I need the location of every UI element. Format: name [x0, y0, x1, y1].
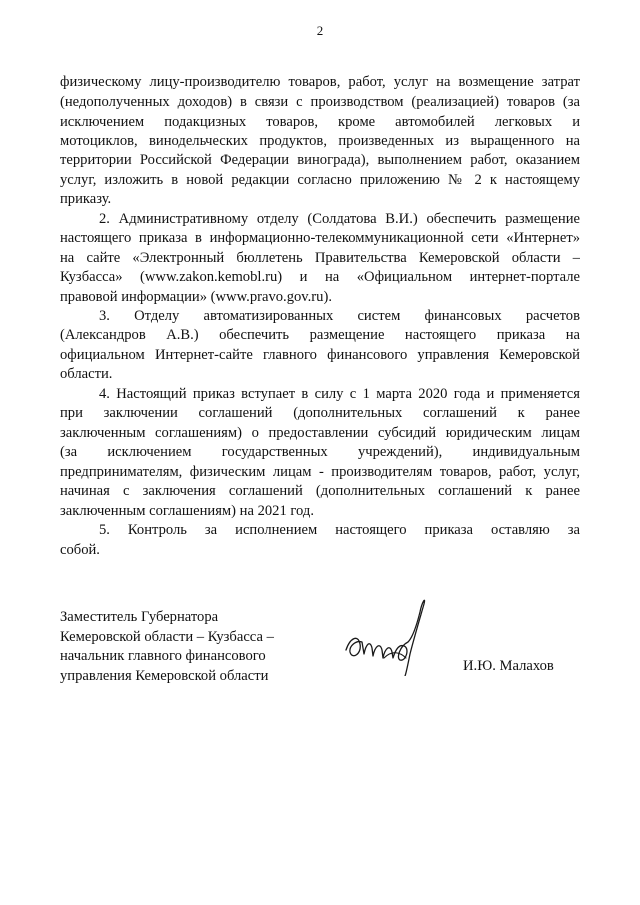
body-line: исключением подакцизных товаров, кроме автомобилей легковых и — [60, 114, 580, 130]
signature-title-line: начальник главного финансового — [60, 648, 266, 664]
body-line: 5. Контроль за исполнением настоящего приказа оставляю за — [99, 522, 580, 538]
body-line: физическому лицу-производителю товаров, работ, услуг на возмещение затрат — [60, 74, 580, 90]
body-line: заключенным соглашениям) о предоставлении субсидий юридическим лицам — [60, 425, 580, 441]
body-line: заключенным соглашениям) на 2021 год. — [60, 503, 315, 519]
body-line: (за исключением государственных учреждений), индивидуальным — [60, 444, 580, 460]
page-number: 2 — [316, 23, 324, 38]
body-line: при заключении соглашений (дополнительных соглашений к ранее — [60, 405, 580, 421]
body-line: 4. Настоящий приказ вступает в силу с 1 марта 2020 года и применяется — [99, 386, 580, 402]
body-line: (недополученных доходов) в связи с производством (реализацией) товаров (за — [60, 94, 580, 110]
body-line: на сайте «Электронный бюллетень Правительства Кемеровской области – — [60, 250, 580, 266]
body-line: официальном Интернет-сайте главного финансового управления Кемеровской — [60, 347, 580, 363]
body-line: 2. Административному отделу (Солдатова В.И.) обеспечить размещение — [99, 211, 580, 227]
body-line: 3. Отделу автоматизированных систем финансовых расчетов — [99, 308, 580, 324]
body-line: услуг, изложить в новой редакции согласно приложению № 2 к настоящему — [60, 172, 580, 188]
body-line: начиная с заключения соглашений (дополнительных соглашений к ранее — [60, 483, 580, 499]
signature-title-line: Кемеровской области – Кузбасса – — [60, 629, 274, 645]
body-line: мотоциклов, винодельческих продуктов, произведенных из выращенного на — [60, 133, 580, 149]
signer-name: И.Ю. Малахов — [463, 658, 554, 674]
body-line: собой. — [60, 542, 100, 558]
body-line: правовой информации» (www.pravo.gov.ru). — [60, 289, 332, 305]
signature-title-line: Заместитель Губернатора — [60, 609, 219, 625]
body-line: Кузбасса» (www.zakon.kemobl.ru) и на «Официальном интернет-портале — [60, 269, 580, 285]
body-line: настоящего приказа в информационно-телекоммуникационной сети «Интернет» — [60, 230, 580, 246]
body-line: приказу. — [60, 191, 112, 207]
signature-title-line: управления Кемеровской области — [60, 668, 269, 684]
body-line: области. — [60, 366, 113, 382]
body-line: территории Российской Федерации винограда), выполнением работ, оказанием — [60, 152, 580, 168]
body-line: (Александров А.В.) обеспечить размещение настоящего приказа на — [60, 327, 580, 343]
handwritten-signature — [340, 588, 430, 676]
body-line: предпринимателям, физическим лицам - производителям товаров, работ, услуг, — [60, 464, 580, 480]
